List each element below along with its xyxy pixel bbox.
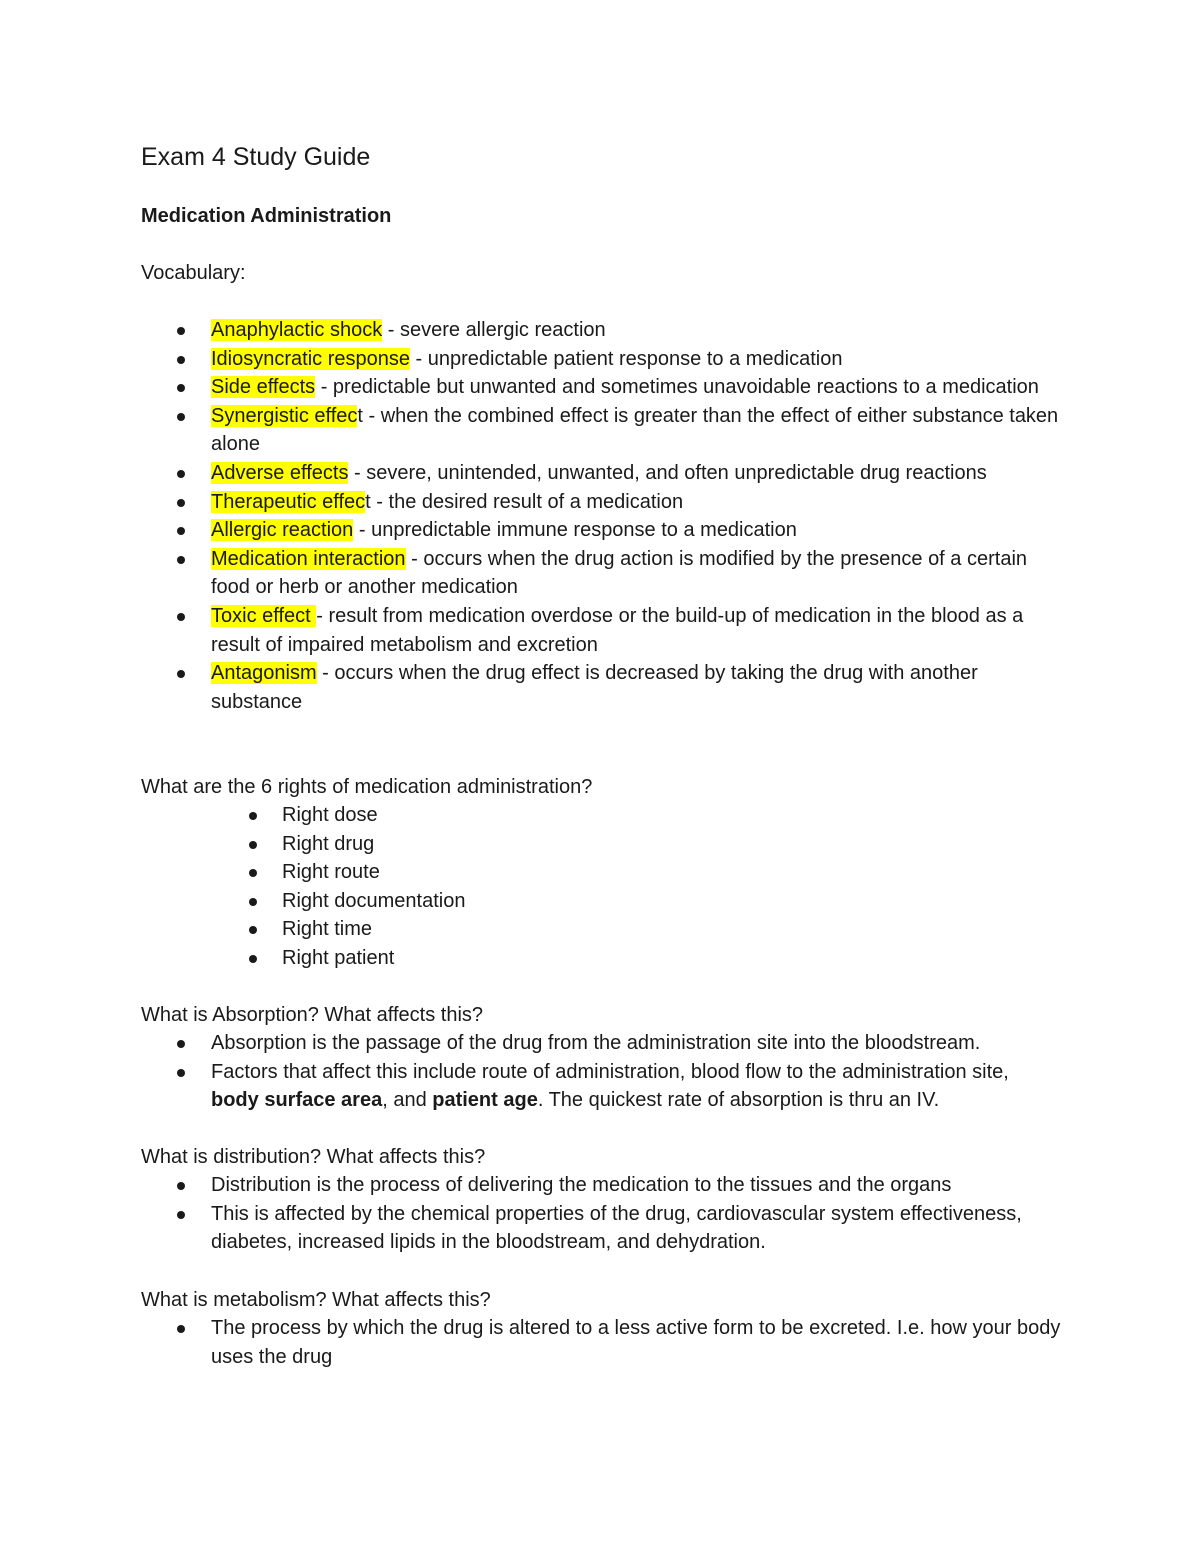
distribution-question: What is distribution? What affects this? bbox=[141, 1146, 486, 1168]
vocab-definition: - predictable but unwanted and sometimes unavoidable reactions to a medication bbox=[315, 376, 1039, 399]
vocab-term: Anaphylactic shock bbox=[211, 319, 383, 341]
rights-item bbox=[0, 944, 982, 973]
rights-question: What are the 6 rights of medication administration? bbox=[141, 776, 593, 798]
vocab-term: Medication interaction bbox=[211, 547, 406, 570]
bullet-icon bbox=[177, 527, 185, 535]
vocab-term-tail: t bbox=[357, 404, 363, 427]
bullet-icon bbox=[177, 1325, 185, 1333]
bullet-icon bbox=[177, 356, 185, 364]
bullet-icon bbox=[177, 327, 185, 335]
bullet-icon bbox=[249, 926, 257, 934]
absorption-text: Factors that affect this include route of administration, blood flow to the administration site, bbox=[211, 1060, 1009, 1083]
bullet-icon bbox=[177, 499, 185, 507]
section-heading: Medication Administration bbox=[141, 205, 392, 227]
vocab-term: Idiosyncratic response bbox=[211, 347, 410, 370]
rights-item-label: Right dose bbox=[282, 804, 378, 826]
vocab-item bbox=[0, 316, 1061, 345]
distribution-text: Distribution is the process of delivering the medication to the tissues and the organs bbox=[211, 1174, 952, 1196]
vocab-definition: - severe allergic reaction bbox=[382, 319, 606, 341]
vocab-definition: - unpredictable patient response to a medication bbox=[409, 347, 843, 370]
bullet-icon bbox=[177, 556, 185, 564]
bold-term: patient age bbox=[432, 1089, 538, 1112]
bullet-icon bbox=[177, 1211, 185, 1219]
document-title: Exam 4 Study Guide bbox=[141, 143, 371, 171]
metabolism-question: What is metabolism? What affects this? bbox=[141, 1289, 491, 1311]
absorption-text: Absorption is the passage of the drug from the administration site into the bloodstream. bbox=[211, 1032, 981, 1054]
vocab-term: Therapeutic effec bbox=[211, 490, 366, 513]
vocab-term-tail: t bbox=[365, 490, 371, 513]
absorption-item bbox=[0, 1058, 1061, 1115]
vocab-item bbox=[0, 659, 1061, 716]
metabolism-item bbox=[0, 1314, 1061, 1371]
absorption-question: What is Absorption? What affects this? bbox=[141, 1004, 484, 1026]
absorption-text: , and bbox=[382, 1089, 433, 1112]
vocab-definition: - when the combined effect is greater than the effect of either substance taken alone bbox=[211, 404, 1059, 456]
vocab-item bbox=[0, 459, 1061, 488]
bullet-icon bbox=[177, 613, 185, 621]
metabolism-text: The process by which the drug is altered to a less active form to be excreted. I.e. how your body uses the drug bbox=[211, 1317, 1061, 1368]
vocab-definition: - occurs when the drug action is modified by the presence of a certain food or herb or another medication bbox=[211, 547, 1028, 599]
vocab-item bbox=[0, 402, 1061, 459]
vocab-term: Allergic reaction bbox=[211, 519, 354, 542]
bullet-icon bbox=[249, 869, 257, 877]
bullet-icon bbox=[177, 1069, 185, 1077]
absorption-list bbox=[0, 1029, 1061, 1115]
bullet-icon bbox=[249, 812, 257, 820]
rights-item-label: Right time bbox=[282, 918, 373, 941]
rights-item bbox=[0, 858, 982, 887]
vocab-term: Side effects bbox=[211, 376, 316, 399]
bullet-icon bbox=[249, 898, 257, 906]
bullet-icon bbox=[177, 1182, 185, 1190]
vocab-definition: - the desired result of a medication bbox=[370, 490, 684, 513]
bullet-icon bbox=[177, 1040, 185, 1048]
vocab-definition: - unpredictable immune response to a medication bbox=[353, 519, 797, 542]
rights-item-label: Right drug bbox=[282, 832, 375, 855]
vocab-item bbox=[0, 345, 1061, 374]
vocab-item bbox=[0, 373, 1061, 402]
vocabulary-list bbox=[0, 316, 1061, 716]
vocab-term: Antagonism bbox=[211, 662, 317, 685]
vocab-item bbox=[0, 602, 1061, 659]
bullet-icon bbox=[177, 413, 185, 421]
vocab-definition: - result from medication overdose or the build-up of medication in the blood as a result of impaired metabolism and excretion bbox=[211, 604, 1024, 656]
vocab-term: Adverse effects bbox=[211, 461, 349, 484]
vocab-term: Toxic effect bbox=[211, 604, 317, 627]
bullet-icon bbox=[249, 955, 257, 963]
distribution-list bbox=[0, 1171, 1061, 1257]
rights-item-label: Right route bbox=[282, 861, 380, 884]
vocab-item bbox=[0, 488, 1061, 517]
bullet-icon bbox=[177, 670, 185, 678]
absorption-item bbox=[0, 1029, 1061, 1058]
absorption-text: . The quickest rate of absorption is thru an IV. bbox=[537, 1089, 940, 1112]
bullet-icon bbox=[249, 841, 257, 849]
vocab-definition: - occurs when the drug effect is decreased by taking the drug with another substance bbox=[211, 662, 978, 713]
rights-list bbox=[0, 801, 982, 973]
bullet-icon bbox=[177, 384, 185, 392]
rights-item bbox=[0, 887, 982, 916]
rights-item bbox=[0, 801, 982, 830]
vocabulary-label: Vocabulary: bbox=[141, 262, 246, 284]
bold-term: body surface area bbox=[211, 1089, 383, 1112]
vocab-item bbox=[0, 516, 1061, 545]
metabolism-list bbox=[0, 1314, 1061, 1371]
rights-item-label: Right documentation bbox=[282, 889, 466, 912]
distribution-text: This is affected by the chemical properties of the drug, cardiovascular system effectiveness, diabetes, increased lipids in the bloodstream, and dehydration. bbox=[211, 1202, 1022, 1254]
distribution-item bbox=[0, 1200, 1061, 1257]
rights-item bbox=[0, 915, 982, 944]
distribution-item bbox=[0, 1171, 1061, 1200]
vocab-definition: - severe, unintended, unwanted, and often unpredictable drug reactions bbox=[348, 461, 987, 484]
rights-item bbox=[0, 830, 982, 859]
rights-item-label: Right patient bbox=[282, 946, 395, 969]
bullet-icon bbox=[177, 470, 185, 478]
vocab-item bbox=[0, 545, 1061, 602]
vocab-term: Synergistic effec bbox=[211, 404, 358, 427]
